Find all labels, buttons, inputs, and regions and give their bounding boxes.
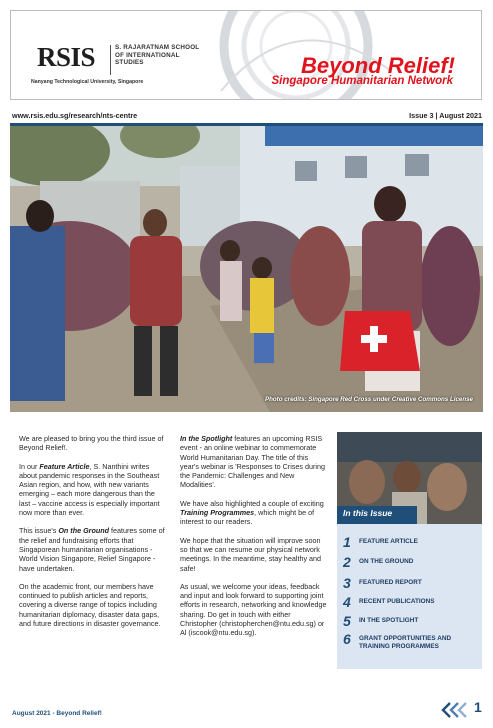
training-label: Training Programmes [180,508,255,518]
toc-label: FEATURE ARTICLE [359,538,418,545]
text-run: , which might be of interest to our readers. [180,508,315,527]
publication-subtitle: Singapore Humanitarian Network [271,75,453,87]
toc-label: RECENT PUBLICATIONS [359,598,435,605]
feature-article-paragraph [19,462,167,518]
spotlight-paragraph [180,434,328,490]
publication-title: Beyond Relief! [300,53,455,78]
intro-column-2 [180,434,328,647]
toc-label: FEATURED REPORT [359,579,422,586]
toc-item-grant-opportunities[interactable] [343,632,474,651]
logo-divider [110,45,111,75]
masthead [10,10,482,100]
toc-number: 5 [343,613,351,629]
hope-paragraph: We hope that the situation will improve soon so that we can resume our physical network meetings. In the meantime, stay healthy and safe! [180,535,322,573]
photo-credit: Photo credits: Singapore Red Cross under Creative Commons License [264,396,473,403]
issue-date: Issue 3 | August 2021 [409,111,482,120]
text-run: features some of the relief and fundraising efforts that Singaporean humanitarian organisations - World Vision Singapore, Relief Singapore - have undertaken. [19,526,165,573]
toc-label: IN THE SPOTLIGHT [359,617,419,624]
toc-label: GRANT OPPORTUNITIES AND TRAINING PROGRAMMES [359,635,452,650]
feature-article-label: Feature Article [39,461,90,471]
toc-item-in-the-spotlight[interactable] [343,614,474,628]
page-number: 1 [474,699,482,715]
toc-number: 1 [343,534,351,550]
spotlight-label: In the Spotlight [180,434,233,443]
cover-photo [10,126,483,412]
website-link[interactable]: www.rsis.edu.sg/research/nts-centre [12,111,138,120]
toc-number: 3 [343,575,351,591]
toc-number: 6 [343,631,351,647]
university-name: Nanyang Technological University, Singapore [31,79,144,85]
training-paragraph [180,499,328,527]
on-the-ground-paragraph [19,526,167,572]
toc-item-on-the-ground[interactable] [343,555,474,569]
toc-number: 2 [343,554,351,570]
toc-item-recent-publications[interactable] [343,595,474,609]
toc-item-feature-article[interactable] [343,535,474,549]
in-this-issue-title: In this Issue [343,508,393,518]
rsis-logo: RSIS [37,42,96,72]
toc-number: 4 [343,594,351,610]
chevron-left-icon [440,701,470,719]
contact-paragraph: As usual, we welcome your ideas, feedback and input and look forward to supporting joint efforts in research, networking and knowledge sharing. Do get in touch with either Christopher (christopherchen@ntu.edu.sg) or Al (iscook@ntu.edu.sg). [180,581,327,638]
text-run: In our [19,461,40,471]
intro-column-1 [19,434,167,637]
text-run: , S. Nanthini writes about pandemic responses in the Southeast Asian region, and how, with new variants emerging – each more dangerous than the last – vaccine access is especially important now more than ever. [19,461,160,518]
relief-distribution-scene [10,126,483,412]
text-run: This issue's [19,526,59,536]
academic-paragraph: On the academic front, our members have continued to publish articles and reports, covering a diverse range of topics including humanitarian diplomacy, disaster data gaps, and future directions in disaster governance. [19,581,161,629]
table-of-contents [337,524,482,669]
intro-paragraph: We are pleased to bring you the third issue of Beyond Relief!. [19,434,164,453]
school-name: S. RAJARATNAM SCHOOL OF INTERNATIONAL STUDIES [115,44,200,67]
text-run: We have also highlighted a couple of exciting [180,498,324,508]
toc-item-featured-report[interactable] [343,576,474,590]
toc-label: ON THE GROUND [359,558,414,565]
on-the-ground-label: On the Ground [58,526,110,536]
text-run: features an upcoming RSIS event - an online webinar to commemorate World Humanitarian Day. The title of this year's webinar is 'Responses to Crises during the Pandemic: Challenges and New Modalities'. [180,434,325,490]
footer-text: August 2021 - Beyond Relief! [12,710,102,717]
